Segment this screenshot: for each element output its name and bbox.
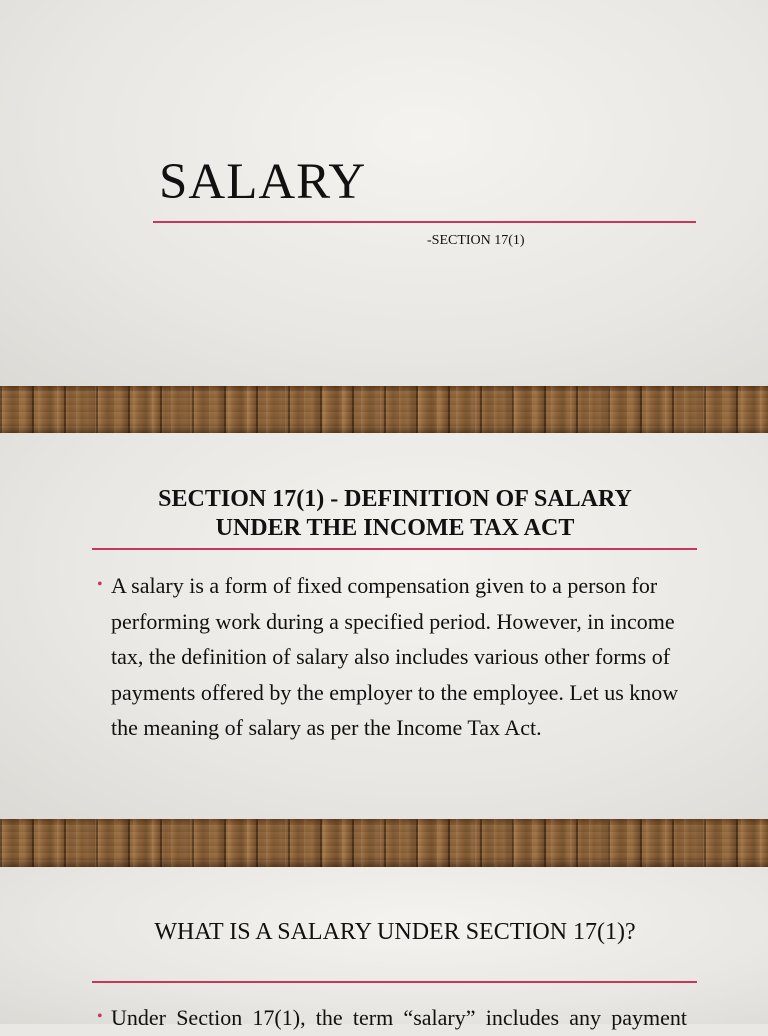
slide-title (0, 0, 768, 386)
definition-heading-line-1: SECTION 17(1) - DEFINITION OF SALARY (158, 486, 632, 512)
wood-floor-divider (0, 819, 768, 867)
definition-divider (92, 548, 697, 550)
what-is-salary-text: Under Section 17(1), the term “salary” includes any payment (111, 1005, 687, 1030)
definition-heading (93, 485, 697, 543)
title-divider (153, 221, 696, 223)
definition-text: A salary is a form of fixed compensation given to a person for performing work during a specified period. However, in income tax, the definition of salary also includes various other forms of payments offered by the employer to the employee. Let us know the meaning of salary as per the Income Tax Act. (111, 573, 679, 740)
what-is-salary-divider (92, 981, 697, 983)
bullet-marker: • (97, 576, 103, 593)
what-is-salary-heading: WHAT IS A SALARY UNDER SECTION 17(1)? (154, 919, 636, 945)
wood-floor-divider (0, 386, 768, 433)
slide-subtitle: -SECTION 17(1) (427, 233, 525, 248)
bullet-marker: • (97, 1008, 103, 1025)
definition-bullet (97, 568, 687, 746)
slide-title-heading: SALARY (159, 154, 367, 210)
what-is-salary-bullet (97, 1000, 687, 1036)
definition-heading-line-2: UNDER THE INCOME TAX ACT (215, 515, 575, 541)
